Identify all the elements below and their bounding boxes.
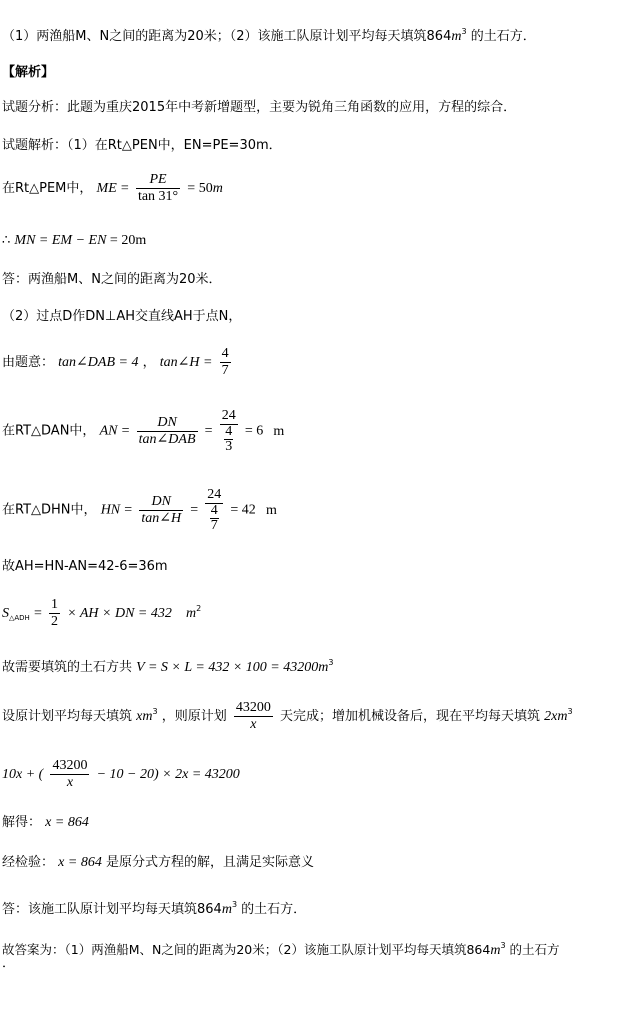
main-equation: 10x + ( $\frac{43200}{x}$ − 10 − 20) × 2x = 43200 (2, 758, 240, 790)
area-equation: $S_{\triangle ADH}$ = $\frac{1}{2}$ × AH × DN = 432 $m^2$ (2, 597, 202, 629)
final-period: ． (2, 956, 16, 971)
solution-step-2: （2）过点D作DN⊥AH交直线AH于点N， (2, 309, 242, 324)
section-heading: 【解析】 (2, 65, 55, 80)
setup-statement: 设原计划平均每天填筑 $xm^3$ ，则原计划 $\frac{43200}{x}$ 天完成；增加机械设备后，现在平均每天填筑 $2xm^3$ (2, 700, 573, 732)
fraction: $\frac{DN}{\text{tan∠DAB}}$ (138, 414, 196, 447)
analysis-text: 试题分析：此题为重庆2015年中考新增题型，主要为锐角三角函数的应用，方程的综合． (2, 100, 517, 115)
solution-step-1: 试题解析：（1）在Rt△PEN中，EN=PE=30m． (2, 138, 282, 153)
solution-result: 解得： x = 864 (2, 815, 89, 830)
fraction: $\frac{43200}{x}$ (235, 700, 271, 732)
me-equation: 在Rt△PEM中， ME = $\frac{PE}{\tan 31^\circ}$ = 50m (2, 172, 223, 204)
given-tangents: 由题意： tan∠DAB = 4 ， tan∠H = $\frac{4}{7}$ (2, 346, 229, 378)
final-answer: 故答案为：（1）两渔船M、N之间的距离为20米；（2）该施工队原计划平均每天填筑$864m^3$ 的土石方 (2, 941, 560, 958)
mn-equation: ∴ MN = EM − EN = 20m (2, 233, 147, 248)
hn-equation: 在RT△DHN中， HN = $\frac{DN}{\tan\angle H}$ = $\frac{24}{\frac{4}{7}}$ = 42 m (2, 487, 277, 533)
fraction: $\frac{43200}{x}$ (52, 758, 88, 790)
an-equation: 在RT△DAN中， AN = $\frac{DN}{\text{tan∠DAB}}$ = $\frac{24}{\frac{4}{3}}$ = 6 m (2, 408, 285, 454)
verification: 经检验： x = 864 是原分式方程的解，且满足实际意义 (2, 855, 314, 870)
compound-fraction: $\frac{24}{\frac{4}{7}}$ (207, 487, 222, 533)
ah-calculation: 故AH=HN-AN=42-6=36m (2, 559, 168, 574)
answer-2: 答：该施工队原计划平均每天填筑$864m^3$ 的土石方． (2, 900, 307, 917)
fraction: $\frac{DN}{\tan\angle H}$ (141, 493, 182, 526)
answer-summary: （1）两渔船M、N之间的距离为20米；（2）该施工队原计划平均每天填筑$864m^3$ 的土石方． (2, 27, 536, 44)
fraction: $\frac{PE}{\tan 31^\circ}$ (137, 172, 179, 204)
fraction: $\frac{4}{7}$ (221, 346, 229, 378)
volume-equation: 故需要填筑的土石方共 $V = S \times L = 432 \times 100 = 43200m^3$ (2, 658, 334, 675)
compound-fraction: $\frac{24}{\frac{4}{3}}$ (221, 408, 236, 454)
fraction: $\frac{1}{2}$ (51, 597, 59, 629)
answer-1: 答：两渔船M、N之间的距离为20米． (2, 272, 222, 287)
